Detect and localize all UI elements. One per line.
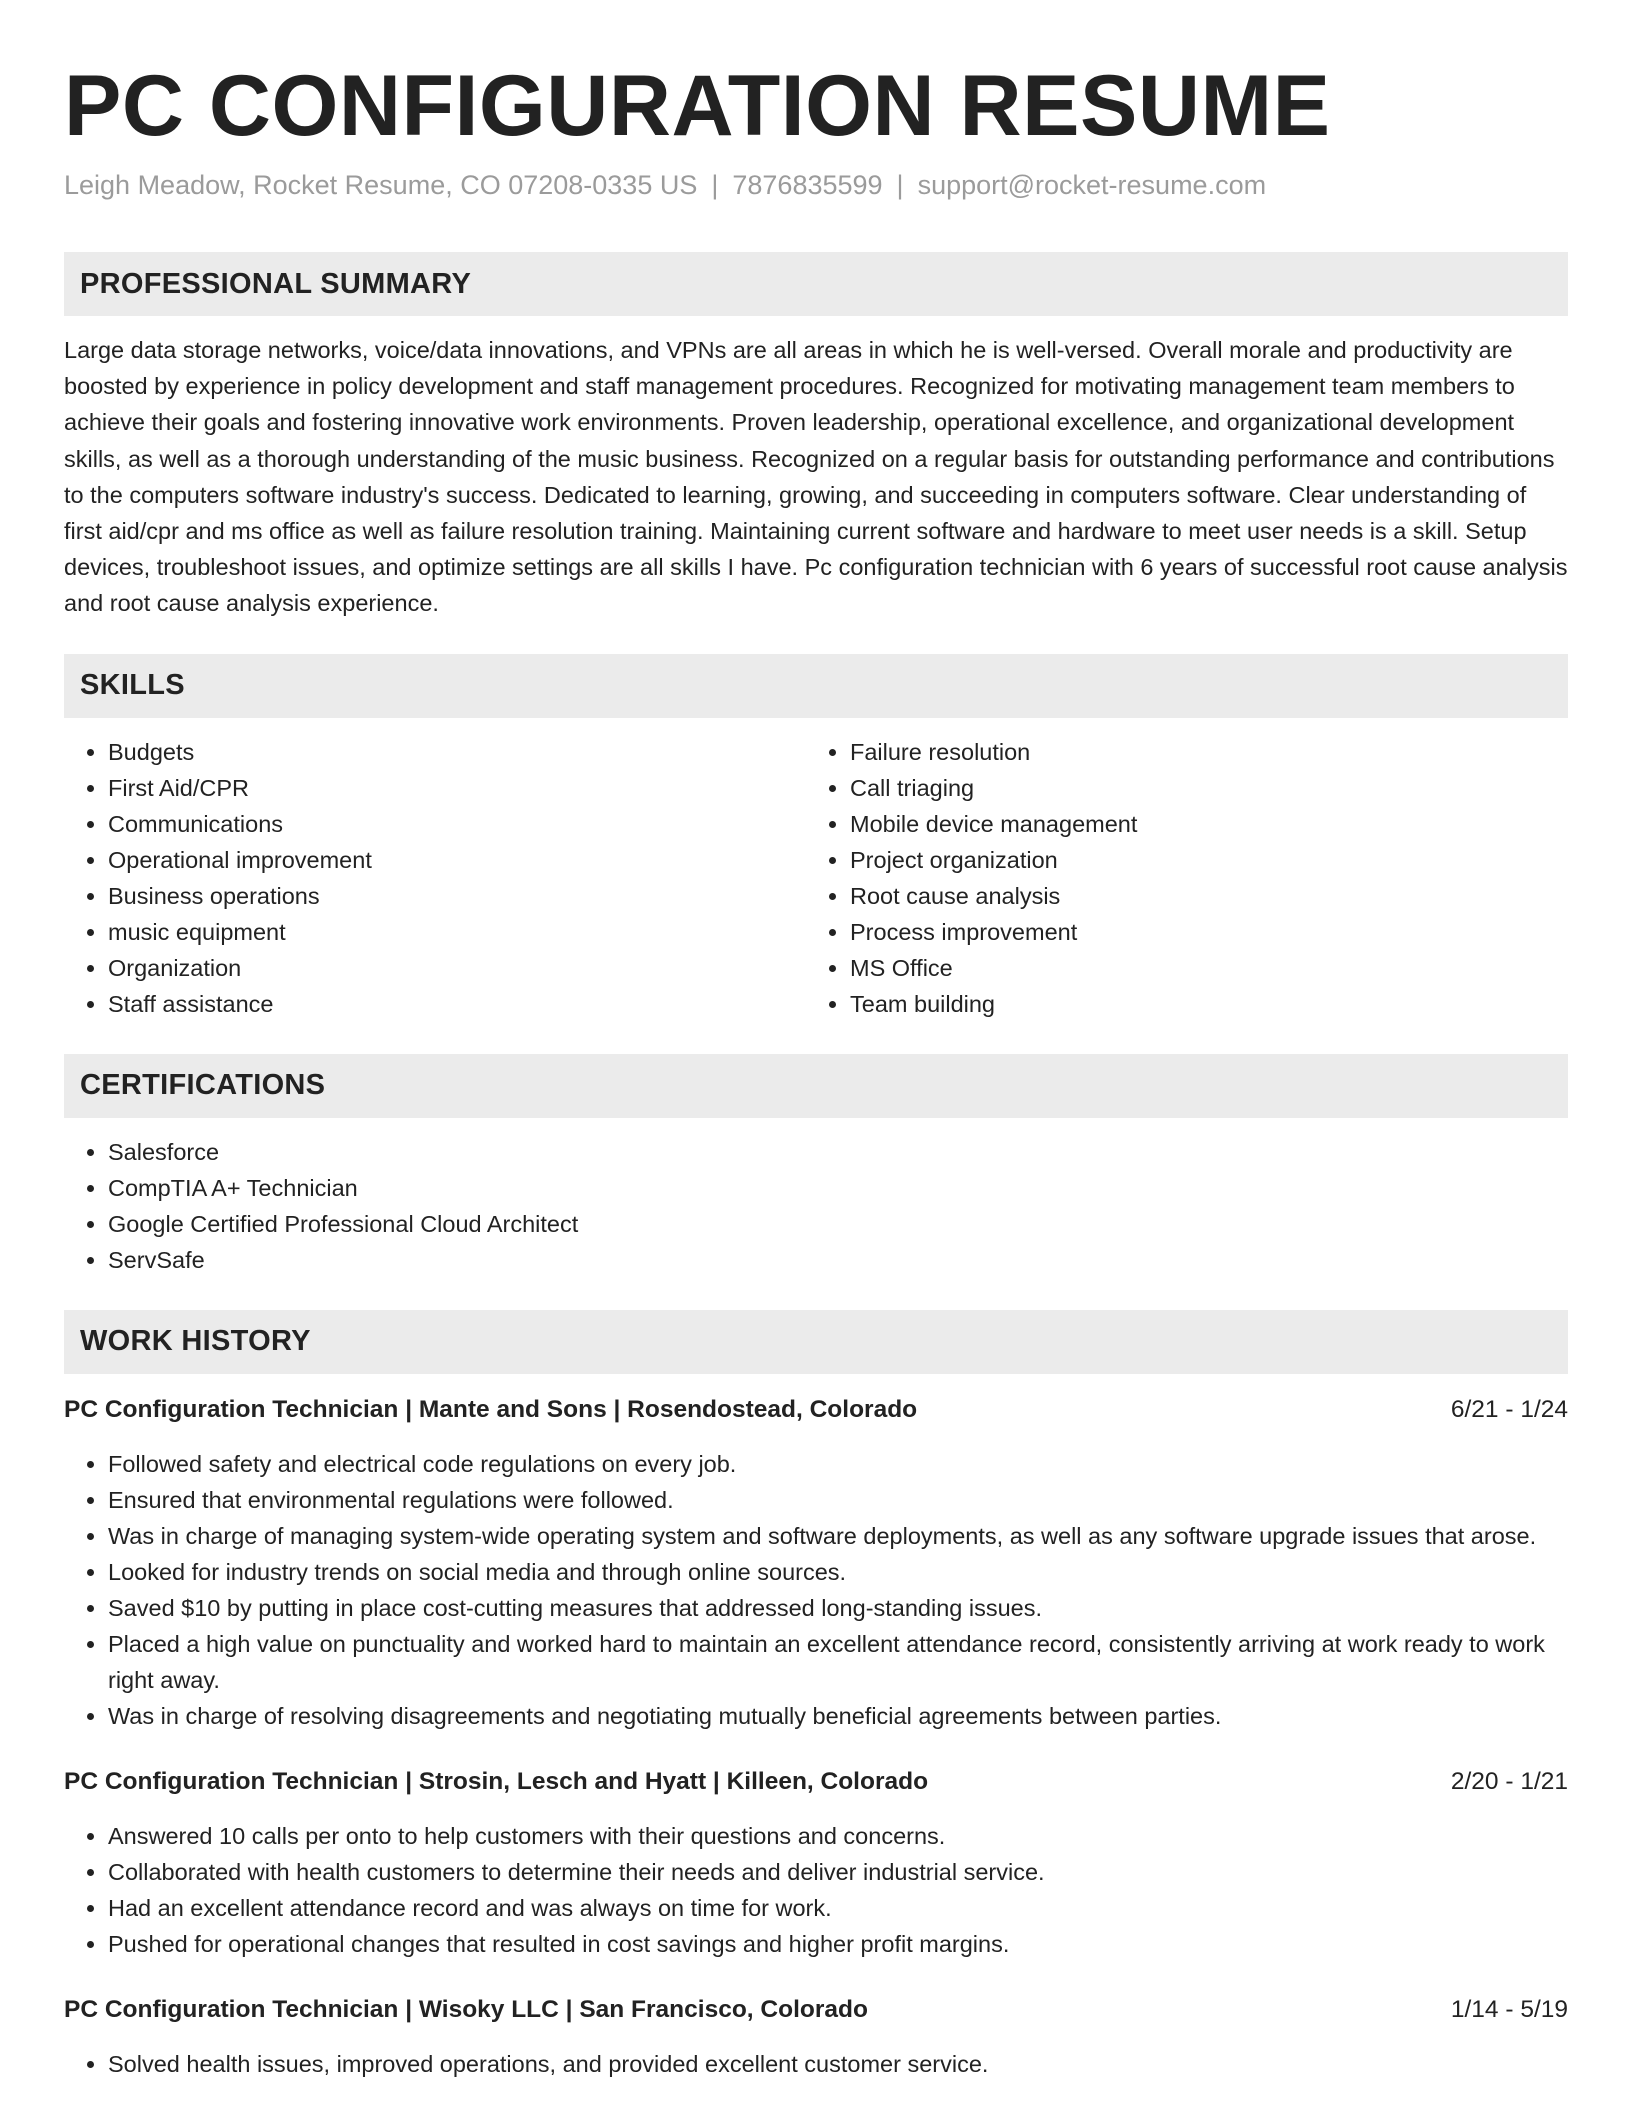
skill-item: • MS Office [850, 950, 1568, 986]
job-bullet: • Was in charge of resolving disagreements and negotiating mutually beneficial agreements between parties. [108, 1698, 1568, 1734]
job-title: PC Configuration Technician | Mante and Sons | Rosendostead, Colorado [64, 1395, 918, 1423]
job-bullet: • Had an excellent attendance record and was always on time for work. [108, 1890, 1568, 1926]
skill-item: • Budgets [108, 734, 806, 770]
section-header-certifications: CERTIFICATIONS [64, 1054, 1568, 1118]
job-bullet: • Ensured that environmental regulations were followed. [108, 1482, 1568, 1518]
certification-item: • CompTIA A+ Technician [108, 1170, 1568, 1206]
job-title: PC Configuration Technician | Wisoky LLC | San Francisco, Colorado [64, 1995, 868, 2023]
job-bullet: • Pushed for operational changes that resulted in cost savings and higher profit margins. [108, 1926, 1568, 1962]
job-header [64, 1392, 1568, 1428]
skills-list-right [806, 734, 1568, 1022]
job-bullets [64, 1446, 1568, 1734]
contact-address: Leigh Meadow, Rocket Resume, CO 07208-0335 US [64, 170, 698, 200]
skill-item: • Mobile device management [850, 806, 1568, 842]
job-bullet: • Followed safety and electrical code regulations on every job. [108, 1446, 1568, 1482]
job-bullet: • Collaborated with health customers to determine their needs and deliver industrial service. [108, 1854, 1568, 1890]
resume-title: PC CONFIGURATION RESUME [64, 58, 1331, 154]
job-bullet: • Placed a high value on punctuality and worked hard to maintain an excellent attendance record, consistently arriving at work ready to work right away. [108, 1626, 1568, 1698]
skills-list-left [64, 734, 806, 1022]
certification-item: • Salesforce [108, 1134, 1568, 1170]
skill-item: • Process improvement [850, 914, 1568, 950]
job-dates: 6/21 - 1/24 [1450, 1395, 1568, 1423]
skill-item: • Root cause analysis [850, 878, 1568, 914]
contact-line [64, 168, 1568, 202]
skills-grid [64, 734, 1568, 1022]
skills-column-right [806, 734, 1568, 1022]
skills-column-left [64, 734, 806, 1022]
contact-separator: | [711, 170, 719, 200]
job-bullet: • Answered 10 calls per onto to help customers with their questions and concerns. [108, 1818, 1568, 1854]
skill-item: • Team building [850, 986, 1568, 1022]
section-header-summary: PROFESSIONAL SUMMARY [64, 252, 1568, 316]
skill-item: • First Aid/CPR [108, 770, 806, 806]
job-bullet: • Saved $10 by putting in place cost-cutting measures that addressed long-standing issues. [108, 1590, 1568, 1626]
contact-phone: 7876835599 [732, 170, 883, 200]
certification-item: • Google Certified Professional Cloud Architect [108, 1206, 1568, 1242]
job-bullet: • Looked for industry trends on social media and through online sources. [108, 1554, 1568, 1590]
job-header [64, 1992, 1568, 2028]
skill-item: • Staff assistance [108, 986, 806, 1022]
job-entry [64, 1392, 1568, 1734]
job-bullets [64, 1818, 1568, 1962]
job-dates: 1/14 - 5/19 [1450, 1995, 1568, 2023]
skill-item: • Business operations [108, 878, 806, 914]
contact-email: support@rocket-resume.com [917, 170, 1267, 200]
skill-item: • Project organization [850, 842, 1568, 878]
skill-item: • music equipment [108, 914, 806, 950]
job-entry [64, 1764, 1568, 1962]
job-entry [64, 1992, 1568, 2082]
job-bullet: • Was in charge of managing system-wide operating system and software deployments, as well as any software upgrade issues that arose. [108, 1518, 1568, 1554]
skill-item: • Failure resolution [850, 734, 1568, 770]
section-header-work-history: WORK HISTORY [64, 1310, 1568, 1374]
job-bullets [64, 2046, 1568, 2082]
job-title: PC Configuration Technician | Strosin, Lesch and Hyatt | Killeen, Colorado [64, 1767, 929, 1795]
skill-item: • Communications [108, 806, 806, 842]
summary-text: Large data storage networks, voice/data innovations, and VPNs are all areas in which he is well-versed. Overall morale and productivity are boosted by experience in policy development and staff management procedures. Recognized for motivating management team members to achieve their goals and fostering innovative work environments. Proven leadership, operational excellence, and organizational development skills, as well as a thorough understanding of the music business. Recognized on a regular basis for outstanding performance and contributions to the computers software industry's success. Dedicated to learning, growing, and succeeding in computers software. Clear understanding of first aid/cpr and ms office as well as failure resolution training. Maintaining current software and hardware to meet user needs is a skill. Setup devices, troubleshoot issues, and optimize settings are all skills I have. Pc configuration technician with 6 years of successful root cause analysis and root cause analysis experience. [64, 337, 1568, 617]
skill-item: • Operational improvement [108, 842, 806, 878]
certification-item: • ServSafe [108, 1242, 1568, 1278]
skill-item: • Call triaging [850, 770, 1568, 806]
skill-item: • Organization [108, 950, 806, 986]
job-dates: 2/20 - 1/21 [1450, 1767, 1568, 1795]
section-header-skills: SKILLS [64, 654, 1568, 718]
contact-separator: | [896, 170, 904, 200]
certifications-list [64, 1134, 1568, 1278]
job-bullet: • Solved health issues, improved operations, and provided excellent customer service. [108, 2046, 1568, 2082]
job-header [64, 1764, 1568, 1800]
